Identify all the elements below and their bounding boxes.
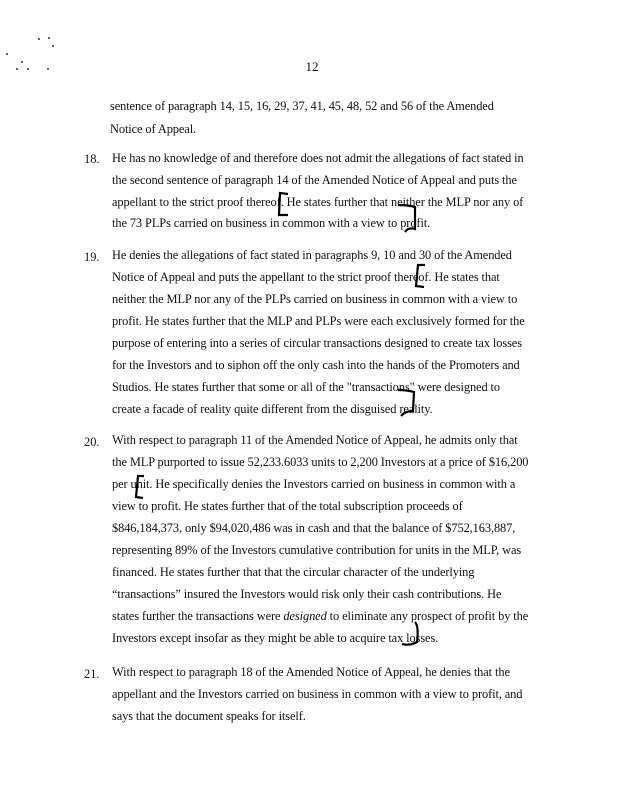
paragraph-line — [112, 609, 528, 624]
paragraph-line: says that the document speaks for itself. — [112, 709, 306, 723]
paragraph-line: view to profit. He states further that of the total subscription proceeds of — [112, 499, 463, 513]
scan-speck — [6, 53, 8, 55]
paragraph-line: the second sentence of paragraph 14 of the Amended Notice of Appeal and puts the — [112, 173, 517, 187]
paragraph-line: He has no knowledge of and therefore does not admit the allegations of fact stated in — [112, 151, 524, 165]
paragraph-line: for the Investors and to siphon off the only cash into the hands of the Promoters and — [112, 358, 520, 372]
paragraph-line: the MLP purported to issue 52,233.6033 units to 2,200 Investors at a price of $16,200 — [112, 455, 529, 469]
scan-speck — [38, 38, 40, 40]
paragraph-line: purpose of entering into a series of circular transactions designed to create tax losses — [112, 336, 522, 350]
carryover-line: Notice of Appeal. — [110, 122, 197, 136]
paragraph-line: appellant and the Investors carried on business in common with a view to profit, and — [112, 687, 523, 701]
scan-speck — [52, 45, 54, 47]
paragraph-line: Studios. He states further that some or all of the "transactions" were designed to — [112, 380, 500, 394]
handwritten-close-bracket — [396, 201, 420, 235]
paragraph-line: With respect to paragraph 11 of the Amended Notice of Appeal, he admits only that — [112, 433, 518, 447]
paragraph-line: neither the MLP nor any of the PLPs carried on business in common with a view to — [112, 292, 518, 306]
handwritten-close-bracket — [395, 387, 419, 419]
handwritten-open-bracket — [132, 473, 146, 501]
emphasis-text: designed — [283, 609, 327, 623]
paragraph-line: financed. He states further that that the circular character of the underlying — [112, 565, 475, 579]
line-text: to eliminate any prospect of profit by the — [326, 609, 529, 623]
paragraph-number: 20. — [84, 435, 100, 449]
page-number: 12 — [305, 59, 319, 74]
paragraph-line: Notice of Appeal and puts the appellant to the strict proof thereof. He states that — [112, 270, 500, 284]
carryover-line: sentence of paragraph 14, 15, 16, 29, 37, 41, 45, 48, 52 and 56 of the Amended — [110, 99, 494, 113]
handwritten-open-bracket — [413, 262, 427, 290]
paragraph-line: With respect to paragraph 18 of the Amended Notice of Appeal, he denies that the — [112, 665, 510, 679]
paragraph-line: appellant to the strict proof thereof. He states further that neither the MLP nor any of — [112, 195, 524, 209]
paragraph-number: 18. — [84, 152, 100, 166]
scan-speck — [48, 37, 50, 39]
paragraph-line: He denies the allegations of fact stated in paragraphs 9, 10 and 30 of the Amended — [112, 248, 512, 262]
paragraph-line: “transactions” insured the Investors would risk only their cash contributions. He — [112, 587, 502, 601]
handwritten-open-bracket — [276, 191, 290, 219]
line-text: states further the transactions were — [112, 609, 284, 623]
paragraph-line: Investors except insofar as they might be able to acquire tax losses. — [112, 631, 439, 645]
paragraph-number: 19. — [84, 250, 100, 264]
paragraph-line: profit. He states further that the MLP and PLPs were each exclusively formed for the — [112, 314, 525, 328]
paragraph-number: 21. — [84, 667, 100, 681]
paragraph-line: $846,184,373, only $94,020,486 was in cash and that the balance of $752,163,887, — [112, 521, 516, 535]
paragraph-line: the 73 PLPs carried on business in common with a view to profit. — [112, 216, 431, 230]
paragraph-line: create a facade of reality quite different from the disguised reality. — [112, 402, 433, 416]
paragraph-line: per unit. He specifically denies the Investors carried on business in common with a — [112, 477, 516, 491]
paragraph-line: representing 89% of the Investors cumulative contribution for units in the MLP, was — [112, 543, 522, 557]
handwritten-close-bracket — [398, 618, 422, 650]
